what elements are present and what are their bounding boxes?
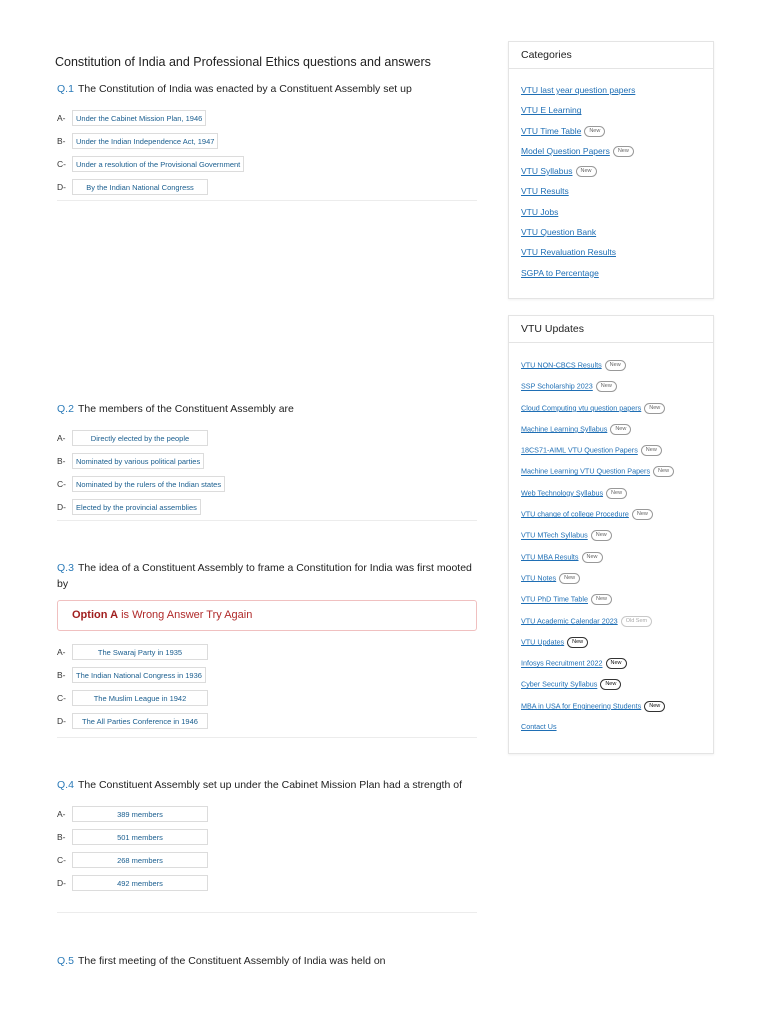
option-button[interactable]: The Muslim League in 1942: [72, 690, 208, 706]
new-badge: New: [632, 509, 653, 520]
category-link[interactable]: [521, 186, 713, 206]
option-letter: D-: [57, 501, 66, 512]
link-label: Infosys Recruitment 2022: [521, 658, 603, 668]
option-letter: D-: [57, 181, 66, 192]
option-row: [57, 802, 477, 825]
link-label: VTU MBA Results: [521, 552, 579, 562]
option-letter: A-: [57, 646, 66, 657]
update-link[interactable]: [521, 424, 713, 445]
new-badge: New: [644, 403, 665, 414]
link-label: VTU last year question papers: [521, 85, 636, 95]
link-label: Machine Learning VTU Question Papers: [521, 466, 651, 476]
question-text: The first meeting of the Constituent Assembly of India was held on: [77, 955, 386, 967]
update-link[interactable]: [521, 445, 713, 466]
new-badge: New: [606, 658, 627, 669]
question-text: The Constitution of India was enacted by a Constituent Assembly set up: [77, 83, 412, 95]
new-badge: New: [653, 466, 674, 477]
category-link[interactable]: [521, 166, 713, 186]
option-button[interactable]: Under the Indian Independence Act, 1947: [72, 133, 218, 149]
option-letter: B-: [57, 831, 66, 842]
new-badge: New: [606, 488, 627, 499]
divider: [57, 520, 477, 521]
new-badge: New: [613, 146, 634, 157]
option-button[interactable]: The Swaraj Party in 1935: [72, 644, 208, 660]
option-letter: A-: [57, 432, 66, 443]
link-label: VTU NON-CBCS Results: [521, 360, 602, 370]
category-link[interactable]: [521, 207, 713, 227]
option-letter: B-: [57, 669, 66, 680]
option-button[interactable]: Directly elected by the people: [72, 430, 208, 446]
category-link[interactable]: [521, 105, 713, 125]
update-link[interactable]: [521, 360, 713, 381]
category-link[interactable]: [521, 227, 713, 247]
option-button[interactable]: Nominated by various political parties: [72, 453, 204, 469]
link-label: VTU Academic Calendar 2023: [521, 615, 618, 625]
question-5: [57, 953, 477, 969]
categories-list: [509, 69, 713, 288]
new-badge: New: [596, 381, 617, 392]
question-text: The idea of a Constituent Assembly to frame a Constitution for India was first mooted by: [57, 562, 472, 590]
link-label: SGPA to Percentage: [521, 267, 599, 278]
question-4: [57, 777, 477, 894]
category-link[interactable]: [521, 85, 713, 105]
update-link[interactable]: [521, 701, 713, 722]
option-letter: B-: [57, 455, 66, 466]
question-number: Q.2: [57, 403, 74, 415]
new-badge: New: [591, 530, 612, 541]
option-button[interactable]: By the Indian National Congress: [72, 179, 208, 195]
categories-panel: [508, 41, 714, 299]
link-label: Cloud Computing vtu question papers: [521, 403, 642, 412]
question-number: Q.5: [57, 955, 74, 967]
new-badge: Old Sem: [621, 616, 652, 627]
updates-heading: VTU Updates: [509, 316, 713, 343]
question-text: The Constituent Assembly set up under the Cabinet Mission Plan had a strength of: [77, 779, 462, 791]
option-row: [57, 129, 477, 152]
link-label: SSP Scholarship 2023: [521, 381, 593, 391]
link-label: VTU E Learning: [521, 105, 582, 116]
option-button[interactable]: Nominated by the rulers of the Indian states: [72, 476, 225, 492]
option-row: [57, 848, 477, 871]
new-badge: New: [641, 445, 662, 456]
link-label: VTU Updates: [521, 637, 565, 647]
option-row: [57, 663, 477, 686]
option-letter: C-: [57, 854, 66, 865]
divider: [57, 200, 477, 201]
new-badge: New: [644, 701, 665, 712]
category-link[interactable]: [521, 146, 713, 166]
new-badge: New: [584, 126, 605, 137]
link-label: VTU change of college Procedure: [521, 509, 629, 519]
wrong-answer-alert: [57, 600, 477, 631]
update-link[interactable]: [521, 381, 713, 402]
option-row: [57, 106, 477, 129]
link-label: Cyber Security Syllabus: [521, 679, 598, 689]
categories-heading: Categories: [509, 42, 713, 69]
link-label: VTU Results: [521, 186, 569, 197]
option-button[interactable]: The Indian National Congress in 1936: [72, 667, 206, 683]
update-link[interactable]: [521, 488, 713, 509]
wrong-answer-message: is Wrong Answer Try Again: [121, 609, 253, 621]
update-link[interactable]: [521, 637, 713, 658]
link-label: VTU Question Bank: [521, 227, 597, 238]
option-row: [57, 426, 477, 449]
option-row: [57, 825, 477, 848]
update-link[interactable]: [521, 594, 713, 615]
divider: [57, 912, 477, 913]
option-letter: A-: [57, 808, 66, 819]
option-button[interactable]: The All Parties Conference in 1946: [72, 713, 208, 729]
option-button[interactable]: 389 members: [72, 806, 208, 822]
option-letter: C-: [57, 478, 66, 489]
link-label: 18CS71-AIML VTU Question Papers: [521, 445, 638, 455]
update-link[interactable]: [521, 679, 713, 700]
option-letter: D-: [57, 715, 66, 726]
update-link[interactable]: [521, 403, 713, 424]
link-label: Web Technology Syllabus: [521, 488, 604, 498]
update-link[interactable]: [521, 658, 713, 679]
question-1: [57, 81, 477, 198]
link-label: VTU Notes: [521, 573, 557, 583]
option-row: [57, 871, 477, 894]
link-label: VTU PhD Time Table: [521, 594, 588, 604]
question-number: Q.1: [57, 83, 74, 95]
category-link[interactable]: [521, 268, 713, 288]
link-label: VTU MTech Syllabus: [521, 530, 588, 540]
question-text: The members of the Constituent Assembly are: [77, 403, 294, 415]
option-row: [57, 686, 477, 709]
option-row: [57, 709, 477, 732]
new-badge: New: [567, 637, 588, 648]
option-letter: B-: [57, 135, 66, 146]
wrong-answer-option: Option A: [72, 609, 119, 621]
new-badge: New: [582, 552, 603, 563]
option-letter: C-: [57, 158, 66, 169]
updates-list: [509, 343, 713, 743]
new-badge: New: [610, 424, 631, 435]
option-button[interactable]: 268 members: [72, 852, 208, 868]
link-label: VTU Time Table: [521, 125, 582, 136]
option-letter: C-: [57, 692, 66, 703]
option-row: [57, 472, 477, 495]
option-row: [57, 640, 477, 663]
new-badge: New: [605, 360, 626, 371]
option-letter: A-: [57, 112, 66, 123]
option-button[interactable]: 501 members: [72, 829, 208, 845]
link-label: VTU Revaluation Results: [521, 247, 616, 258]
link-label: VTU Syllabus: [521, 166, 573, 177]
page-title: Constitution of India and Professional Ethics questions and answers: [55, 55, 431, 69]
update-link[interactable]: [521, 722, 713, 743]
update-link[interactable]: [521, 466, 713, 487]
option-button[interactable]: Under the Cabinet Mission Plan, 1946: [72, 110, 206, 126]
link-label: Contact Us: [521, 722, 557, 732]
update-link[interactable]: [521, 509, 713, 530]
question-number: Q.4: [57, 779, 74, 791]
option-letter: D-: [57, 877, 66, 888]
question-number: Q.3: [57, 562, 74, 574]
link-label: Machine Learning Syllabus: [521, 424, 608, 434]
link-label: VTU Jobs: [521, 206, 559, 217]
option-row: [57, 175, 477, 198]
option-button[interactable]: Under a resolution of the Provisional Government: [72, 156, 244, 172]
new-badge: New: [559, 573, 580, 584]
option-row: [57, 495, 477, 518]
divider: [57, 737, 477, 738]
update-link[interactable]: [521, 530, 713, 551]
option-button[interactable]: 492 members: [72, 875, 208, 891]
new-badge: New: [600, 679, 621, 690]
question-3: [57, 560, 477, 732]
update-link[interactable]: [521, 573, 713, 594]
option-row: [57, 152, 477, 175]
question-2: [57, 401, 477, 518]
new-badge: New: [576, 166, 597, 177]
option-row: [57, 449, 477, 472]
update-link[interactable]: [521, 552, 713, 573]
link-label: MBA in USA for Engineering Students: [521, 701, 642, 711]
category-link[interactable]: [521, 247, 713, 267]
link-label: Model Question Papers: [521, 145, 610, 156]
new-badge: New: [591, 594, 612, 605]
updates-panel: [508, 315, 714, 754]
category-link[interactable]: [521, 126, 713, 146]
option-button[interactable]: Elected by the provincial assemblies: [72, 499, 201, 515]
update-link[interactable]: [521, 616, 713, 637]
